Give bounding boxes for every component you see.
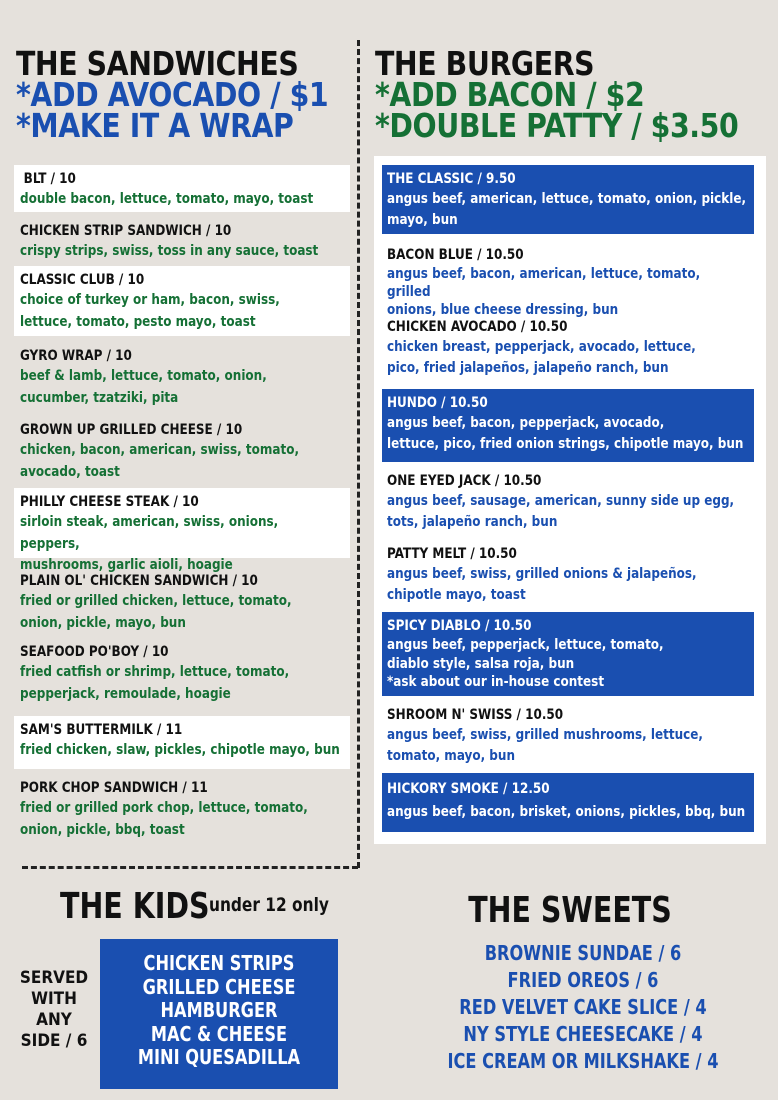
item-desc: tots, jalapeño ranch, bun — [387, 514, 558, 530]
item-desc: lettuce, tomato, pesto mayo, toast — [20, 313, 256, 330]
item-name: SHROOM N' SWISS / 10.50 — [387, 707, 564, 723]
item-desc: onion, pickle, mayo, bun — [20, 614, 186, 631]
item-name: BLT / 10 — [23, 171, 76, 187]
menu-item — [382, 313, 754, 383]
menu-item — [14, 638, 350, 709]
item-desc: chicken breast, pepperjack, avocado, lettuce, — [387, 339, 696, 355]
item-desc: sirloin steak, american, swiss, onions, peppers, — [20, 514, 279, 552]
item-desc: double bacon, lettuce, tomato, mayo, toast — [20, 191, 314, 207]
menu-item — [14, 567, 350, 638]
kids-item: MAC & CHEESE — [150, 1021, 288, 1046]
sandwiches-addon-avocado: *ADD AVOCADO / $1 — [16, 75, 329, 114]
kids-served-note — [14, 968, 94, 1052]
served-line: WITH — [31, 989, 77, 1009]
item-name: HUNDO / 10.50 — [387, 395, 488, 411]
item-desc: *ask about our in-house contest — [387, 674, 605, 690]
served-line: SERVED — [19, 968, 89, 988]
menu-item — [382, 773, 754, 832]
served-line: ANY — [36, 1010, 72, 1030]
burgers-header — [375, 44, 778, 145]
item-name: PLAIN OL' CHICKEN SANDWICH / 10 — [20, 573, 258, 589]
menu-item — [14, 774, 350, 845]
item-desc: crispy strips, swiss, toss in any sauce, toast — [20, 243, 319, 259]
item-desc: pico, fried jalapeños, jalapeño ranch, bun — [387, 360, 669, 376]
horizontal-divider — [22, 866, 358, 869]
sweets-item: NY STYLE CHEESECAKE / 4 — [463, 1022, 703, 1046]
sandwiches-title: THE SANDWICHES — [16, 44, 299, 83]
item-name: HICKORY SMOKE / 12.50 — [387, 781, 550, 797]
menu-item — [14, 217, 350, 267]
served-line: SIDE / 6 — [20, 1031, 88, 1051]
menu-item — [14, 266, 350, 336]
menu-item — [382, 241, 754, 323]
item-name: GYRO WRAP / 10 — [20, 348, 132, 364]
kids-item: HAMBURGER — [160, 998, 278, 1022]
sweets-item: FRIED OREOS / 6 — [507, 968, 659, 992]
item-name: GROWN UP GRILLED CHEESE / 10 — [20, 422, 243, 438]
menu-item — [14, 342, 350, 413]
sweets-item: BROWNIE SUNDAE / 6 — [484, 941, 682, 965]
sweets-item: RED VELVET CAKE SLICE / 4 — [459, 995, 707, 1019]
kids-menu-box — [100, 939, 338, 1089]
sweets-title: THE SWEETS — [468, 890, 672, 931]
item-desc: mushrooms, garlic aioli, hoagie — [20, 557, 233, 573]
item-name: THE CLASSIC / 9.50 — [387, 171, 516, 187]
item-name: SAM'S BUTTERMILK / 11 — [20, 722, 183, 738]
item-desc: pepperjack, remoulade, hoagie — [20, 685, 231, 702]
menu-item — [382, 701, 754, 771]
sandwiches-header — [16, 44, 379, 145]
item-name: PATTY MELT / 10.50 — [387, 546, 517, 562]
kids-item: CHICKEN STRIPS — [143, 951, 295, 975]
item-name: PORK CHOP SANDWICH / 11 — [20, 780, 208, 796]
item-desc: angus beef, pepperjack, lettuce, tomato, — [387, 637, 664, 653]
item-desc: choice of turkey or ham, bacon, swiss, — [20, 292, 280, 308]
item-name: SEAFOOD PO'BOY / 10 — [20, 644, 169, 660]
sandwiches-addon-wrap: *MAKE IT A WRAP — [16, 106, 294, 145]
menu-item — [14, 416, 350, 487]
item-desc: diablo style, salsa roja, bun — [387, 655, 575, 672]
menu-item — [382, 540, 754, 610]
item-desc: cucumber, tzatziki, pita — [20, 389, 179, 406]
kids-item: MINI QUESADILLA — [137, 1045, 301, 1069]
item-desc: angus beef, sausage, american, sunny side up egg, — [387, 493, 735, 509]
item-desc: onion, pickle, bbq, toast — [20, 821, 185, 838]
kids-subtitle: under 12 only — [209, 894, 329, 916]
sweets-list — [374, 940, 778, 1075]
item-desc: fried or grilled chicken, lettuce, tomato, — [20, 593, 292, 609]
sweets-item: ICE CREAM OR MILKSHAKE / 4 — [447, 1049, 719, 1073]
burgers-addon-bacon: *ADD BACON / $2 — [375, 75, 645, 114]
menu-item — [14, 716, 350, 769]
item-desc: fried catfish or shrimp, lettuce, tomato, — [20, 664, 290, 680]
item-desc: lettuce, pico, fried onion strings, chipotle mayo, bun — [387, 436, 744, 452]
kids-item: GRILLED CHEESE — [142, 974, 296, 999]
item-desc: tomato, mayo, bun — [387, 748, 515, 764]
vertical-divider — [357, 40, 360, 868]
menu-item — [382, 612, 754, 696]
item-desc: chicken, bacon, american, swiss, tomato, — [20, 442, 300, 458]
menu-item — [14, 165, 350, 212]
menu-item — [382, 467, 754, 537]
item-desc: onions, blue cheese dressing, bun — [387, 302, 619, 318]
menu-item — [382, 165, 754, 234]
burgers-title: THE BURGERS — [375, 44, 595, 83]
item-desc: angus beef, bacon, american, lettuce, tomato, grilled — [387, 266, 701, 300]
kids-title: THE KIDS — [60, 886, 210, 927]
menu-item — [382, 389, 754, 462]
item-name: PHILLY CHEESE STEAK / 10 — [20, 494, 199, 510]
item-desc: avocado, toast — [20, 463, 120, 480]
item-desc: chipotle mayo, toast — [387, 587, 526, 603]
item-desc: angus beef, american, lettuce, tomato, onion, pickle, — [387, 191, 747, 207]
item-name: CLASSIC CLUB / 10 — [20, 272, 145, 288]
item-desc: angus beef, bacon, pepperjack, avocado, — [387, 415, 665, 431]
item-name: CHICKEN AVOCADO / 10.50 — [387, 319, 568, 335]
item-name: SPICY DIABLO / 10.50 — [387, 618, 532, 634]
item-desc: angus beef, bacon, brisket, onions, pickles, bbq, bun — [387, 804, 746, 820]
item-desc: mayo, bun — [387, 212, 458, 228]
item-desc: angus beef, swiss, grilled mushrooms, lettuce, — [387, 727, 703, 743]
item-name: BACON BLUE / 10.50 — [387, 247, 524, 263]
burgers-addon-double-patty: *DOUBLE PATTY / $3.50 — [375, 106, 739, 145]
item-desc: fried or grilled pork chop, lettuce, tomato, — [20, 800, 308, 816]
menu-item — [14, 488, 350, 573]
item-desc: fried chicken, slaw, pickles, chipotle mayo, bun — [20, 742, 340, 758]
item-name: ONE EYED JACK / 10.50 — [387, 473, 542, 489]
item-desc: beef & lamb, lettuce, tomato, onion, — [20, 368, 267, 384]
item-name: CHICKEN STRIP SANDWICH / 10 — [20, 223, 232, 239]
item-desc: angus beef, swiss, grilled onions & jalapeños, — [387, 566, 697, 582]
